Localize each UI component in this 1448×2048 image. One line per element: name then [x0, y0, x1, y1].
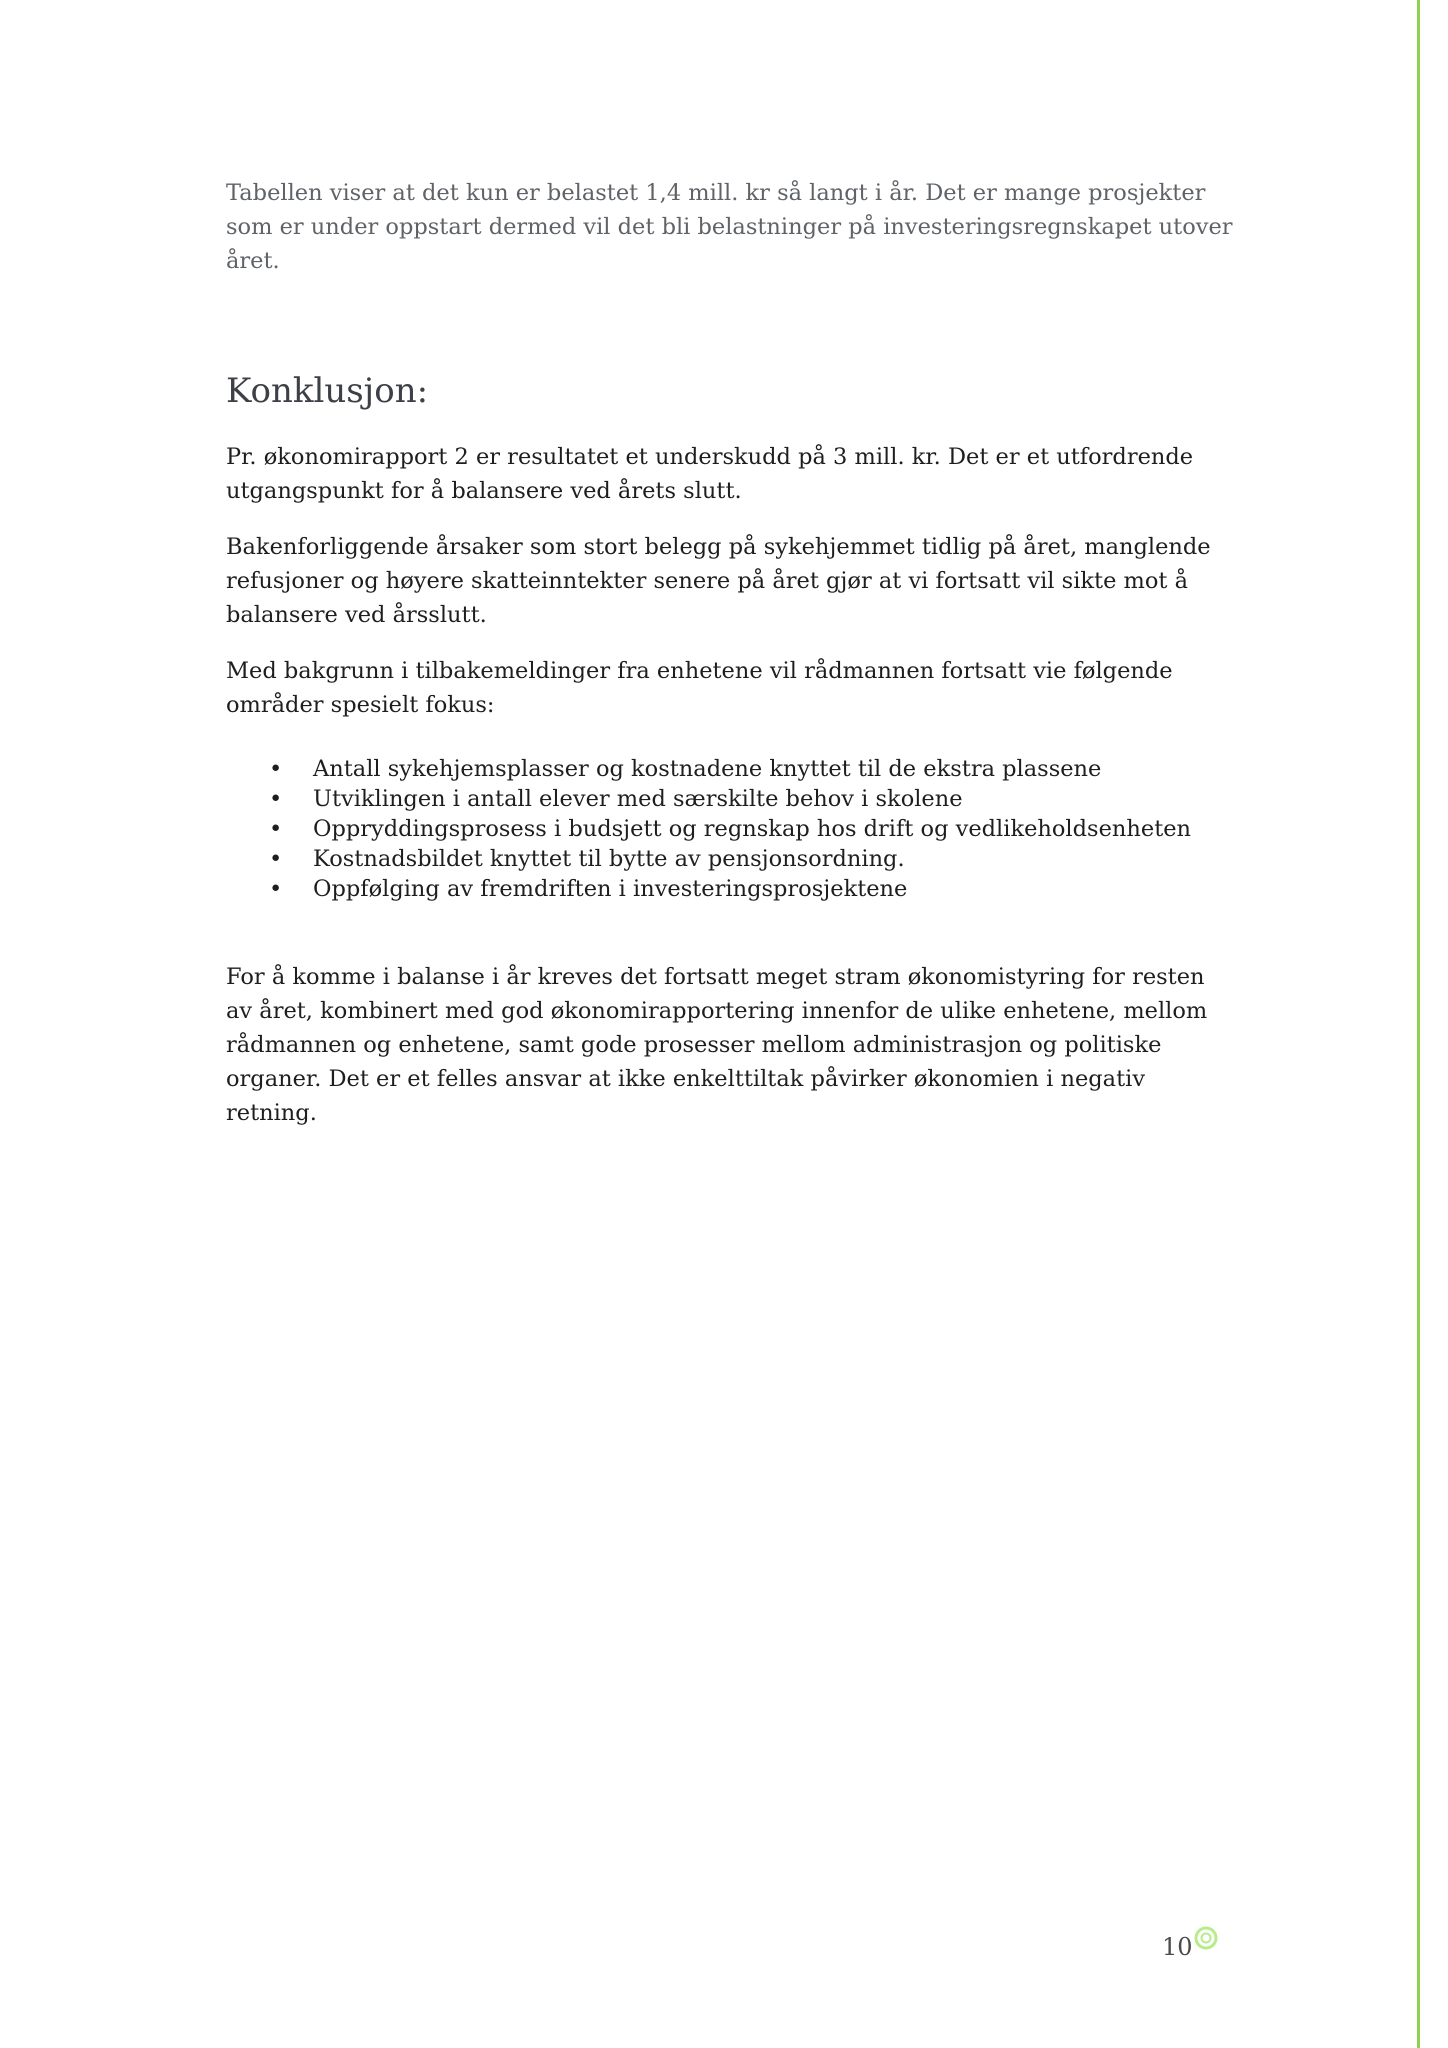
conclusion-paragraph: Pr. økonomirapport 2 er resultatet et underskudd på 3 mill. kr. Det er et utfordrende utgangspunkt for å balansere ved årets slutt. [226, 444, 1194, 505]
document-body [226, 176, 1236, 1130]
list-item [226, 754, 1236, 784]
closing-paragraph: For å komme i balanse i år kreves det fortsatt meget stram økonomistyring for resten av året, kombinert med god økonomirapportering innenfor de ulike enhetene, mellom rådmannen og enhetene, samt gode prosesser mellom administrasjon og politiske organer. Det er et felles ansvar at ikke enkelttiltak påvirker økonomien i negativ retning. [226, 964, 1208, 1127]
list-item-text: Kostnadsbildet knyttet til bytte av pensjonsordning. [313, 846, 905, 873]
green-ring-icon [1194, 1926, 1218, 1950]
page-number: 10 [1162, 1933, 1193, 1961]
list-item [226, 874, 1236, 904]
bullet-icon: • [269, 756, 283, 783]
page-accent-rule [1417, 0, 1420, 2048]
list-item-text: Oppfølging av fremdriften i investeringsprosjektene [313, 876, 908, 903]
list-item [226, 844, 1236, 874]
bullet-icon: • [269, 786, 283, 813]
section-heading: Konklusjon: [226, 371, 429, 411]
focus-intro-paragraph: Med bakgrunn i tilbakemeldinger fra enhetene vil rådmannen fortsatt vie følgende områder spesielt fokus: [226, 658, 1173, 719]
intro-paragraph: Tabellen viser at det kun er belastet 1,4 mill. kr så langt i år. Det er mange prosjekter som er under oppstart dermed vil det bli belastninger på investeringsregnskapet utover året. [226, 180, 1233, 274]
bullet-icon: • [269, 876, 283, 903]
bullet-icon: • [269, 846, 283, 873]
bullet-icon: • [269, 816, 283, 843]
causes-paragraph: Bakenforliggende årsaker som stort belegg på sykehjemmet tidlig på året, manglende refusjoner og høyere skatteinntekter senere på året gjør at vi fortsatt vil sikte mot å balansere ved årsslutt. [226, 534, 1211, 629]
list-item [226, 784, 1236, 814]
list-item-text: Oppryddingsprosess i budsjett og regnskap hos drift og vedlikeholdsenheten [313, 816, 1192, 843]
focus-list [226, 754, 1236, 904]
list-item-text: Utviklingen i antall elever med særskilte behov i skolene [313, 786, 963, 813]
list-item [226, 814, 1236, 844]
list-item-text: Antall sykehjemsplasser og kostnadene knyttet til de ekstra plassene [313, 756, 1102, 783]
